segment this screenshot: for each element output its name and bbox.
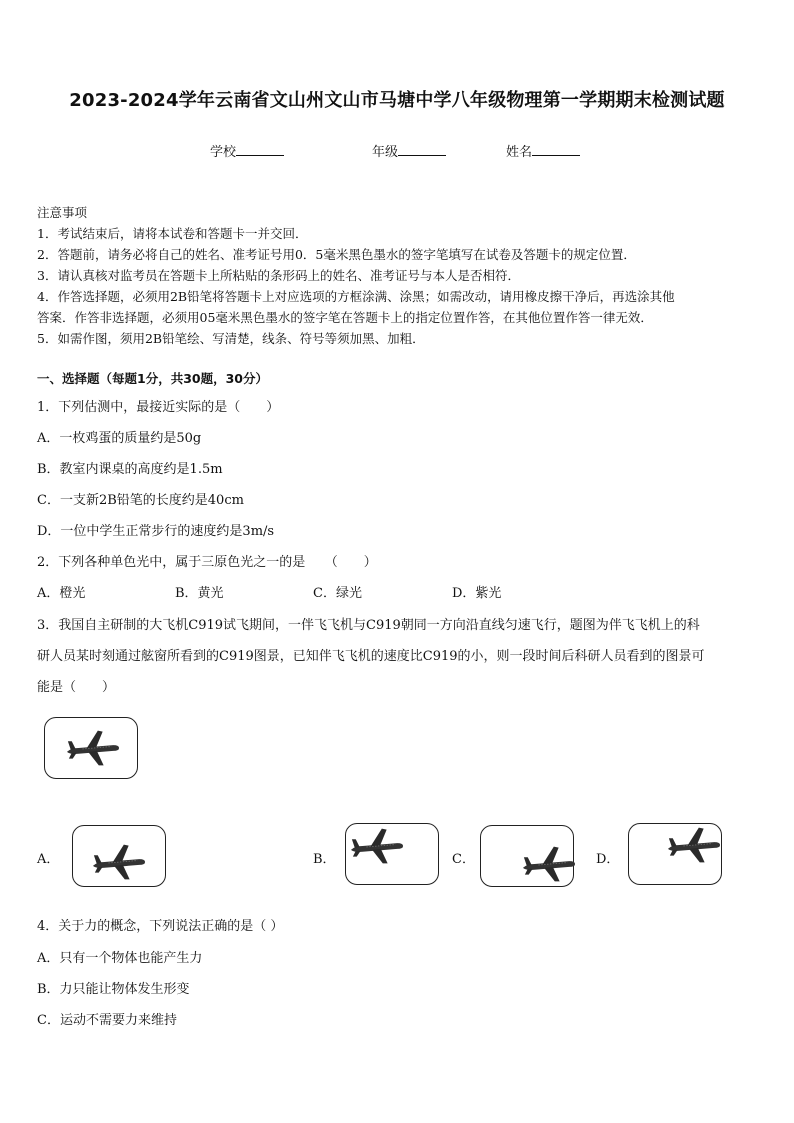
q1-stem: 1．下列估测中，最接近实际的是（ ） bbox=[37, 400, 280, 415]
notice-item: 答案．作答非选择题，必须用05毫米黑色墨水的签字笔在答题卡上的指定位置作答，在其他位置作答一律无效． bbox=[37, 310, 653, 325]
name-blank[interactable] bbox=[532, 143, 580, 156]
q3-stem-line: 能是（ ） bbox=[37, 680, 116, 695]
q3-stem-line: 研人员某时刻通过舷窗所看到的C919图景，已知伴飞飞机的速度比C919的小，则一段时间后科研人员看到的图景可 bbox=[37, 649, 705, 664]
q3-option-b-window bbox=[345, 823, 439, 885]
q3-option-c-window bbox=[480, 825, 574, 887]
airplane-icon bbox=[666, 825, 722, 865]
airplane-icon bbox=[65, 728, 121, 768]
airplane-icon bbox=[521, 844, 577, 884]
q3-stem-line: 3．我国自主研制的大飞机C919试飞期间，一伴飞飞机与C919朝同一方向沿直线匀速飞行，题图为伴飞飞机上的科 bbox=[37, 618, 700, 633]
q3-option-b-label: B． bbox=[313, 852, 336, 867]
name-field bbox=[506, 141, 580, 160]
page-title: 2023-2024学年云南省文山州文山市马塘中学八年级物理第一学期期末检测试题 bbox=[69, 90, 725, 111]
q1-option-d: D．一位中学生正常步行的速度约是3m/s bbox=[37, 524, 275, 539]
q1-option-a: A．一枚鸡蛋的质量约是50g bbox=[37, 431, 202, 446]
school-label: 学校 bbox=[210, 145, 237, 160]
airplane-icon bbox=[91, 842, 147, 882]
airplane-icon bbox=[349, 826, 405, 866]
q3-option-d-label: D． bbox=[596, 852, 620, 867]
q3-option-c-label: C． bbox=[452, 852, 475, 867]
q2-option-b: B．黄光 bbox=[175, 586, 224, 601]
q4-option-b: B．力只能让物体发生形变 bbox=[37, 982, 190, 997]
q2-option-d: D．紫光 bbox=[452, 586, 502, 601]
q4-option-a: A．只有一个物体也能产生力 bbox=[37, 951, 203, 966]
grade-field bbox=[372, 141, 446, 160]
q3-option-a-window bbox=[72, 825, 166, 887]
notice-item: 1．考试结束后，请将本试卷和答题卡一并交回． bbox=[37, 226, 308, 241]
grade-blank[interactable] bbox=[398, 143, 446, 156]
name-label: 姓名 bbox=[506, 145, 533, 160]
q2-stem: 2．下列各种单色光中，属于三原色光之一的是 （ ） bbox=[37, 555, 377, 570]
grade-label: 年级 bbox=[372, 145, 399, 160]
q3-option-d-window bbox=[628, 823, 722, 885]
q4-option-c: C．运动不需要力来维持 bbox=[37, 1013, 177, 1028]
school-field bbox=[210, 141, 284, 160]
q1-option-b: B．教室内课桌的高度约是1.5m bbox=[37, 462, 223, 477]
q2-option-c: C．绿光 bbox=[313, 586, 362, 601]
q1-option-c: C．一支新2B铅笔的长度约是40cm bbox=[37, 493, 244, 508]
notice-heading: 注意事项 bbox=[37, 205, 88, 220]
school-blank[interactable] bbox=[236, 143, 284, 156]
q4-stem: 4．关于力的概念，下列说法正确的是（ ） bbox=[37, 919, 284, 934]
notice-item: 2．答题前，请务必将自己的姓名、准考证号用0．5毫米黑色墨水的签字笔填写在试卷及答题卡的规定位置． bbox=[37, 247, 636, 262]
notice-item: 4．作答选择题，必须用2B铅笔将答题卡上对应选项的方框涂满、涂黑；如需改动，请用橡皮擦干净后，再选涂其他 bbox=[37, 289, 675, 304]
q2-option-a: A．橙光 bbox=[37, 586, 86, 601]
notice-item: 3．请认真核对监考员在答题卡上所粘贴的条形码上的姓名、准考证号与本人是否相符． bbox=[37, 268, 520, 283]
section-heading: 一、选择题（每题1分，共30题，30分） bbox=[37, 371, 268, 386]
q3-option-a-label: A． bbox=[37, 852, 60, 867]
notice-item: 5．如需作图，须用2B铅笔绘、写清楚，线条、符号等须加黑、加粗． bbox=[37, 331, 425, 346]
q3-figure-window bbox=[44, 717, 138, 779]
